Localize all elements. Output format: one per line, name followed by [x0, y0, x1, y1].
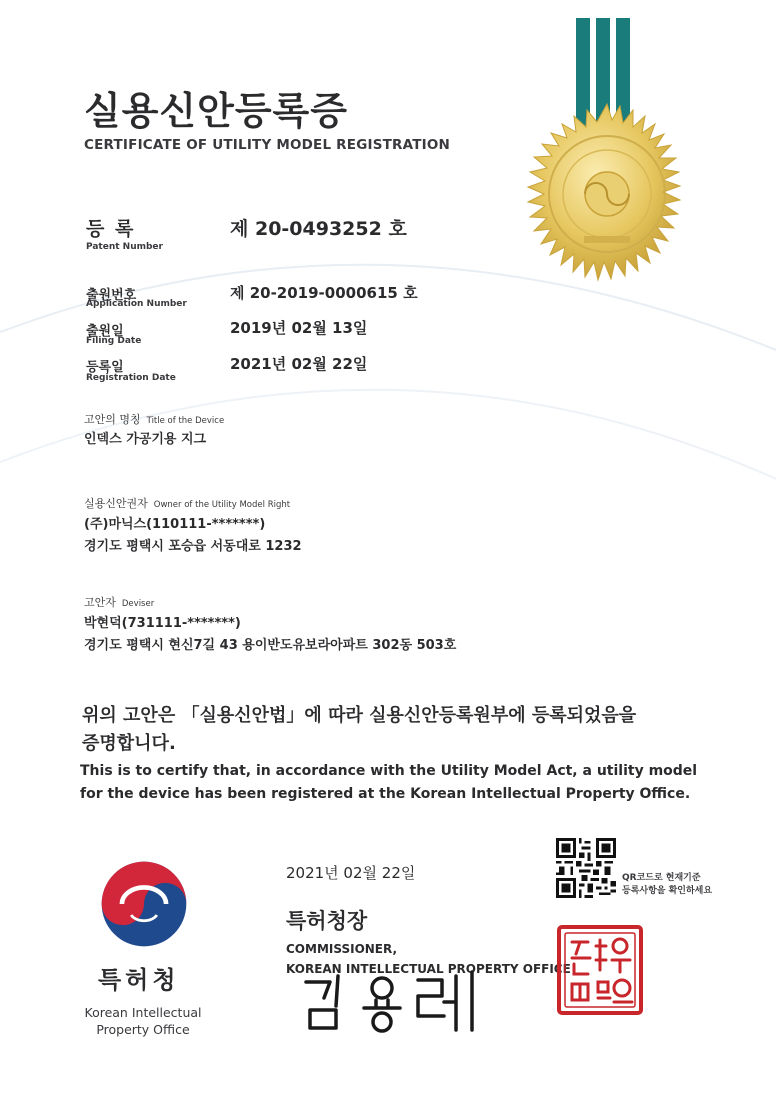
certificate-title: 실용신안등록증	[84, 89, 348, 133]
statement-ko	[82, 702, 722, 758]
office-name-en	[74, 1004, 212, 1038]
statement-en-line2: for the device has been registered at the Korean Intellectual Property Office.	[80, 786, 691, 802]
deviser-address: 경기도 평택시 현신7길 43 용이반도유보라아파트 302동 503호	[84, 638, 457, 653]
certificate-title-en: CERTIFICATE OF UTILITY MODEL REGISTRATION	[84, 137, 451, 153]
owner-section-label	[84, 492, 290, 511]
device-title: 인덱스 가공기용 지그	[84, 432, 207, 447]
application-label-en: Application Number	[86, 299, 187, 309]
device-label: 고안의 명칭	[84, 413, 141, 426]
registration-label: 등 록	[86, 218, 136, 240]
commissioner-title-en-line1: COMMISSIONER,	[286, 942, 398, 956]
reg-date-label: 등록일	[86, 360, 124, 375]
owner-label: 실용신안권자	[84, 497, 148, 510]
gold-seal-icon	[512, 102, 702, 292]
filing-label-en: Filing Date	[86, 336, 142, 346]
kipo-logo-icon	[98, 858, 190, 950]
registration-label-en: Patent Number	[86, 242, 163, 252]
device-label-en: Title of the Device	[146, 416, 225, 426]
qr-code-icon	[556, 838, 616, 898]
registration-date: 2021년 02월 22일	[230, 355, 368, 373]
application-number: 제 20-2019-0000615 호	[230, 284, 418, 302]
official-stamp-icon	[556, 924, 644, 1016]
owner-label-en: Owner of the Utility Model Right	[153, 500, 291, 510]
statement-ko-line2: 증명합니다.	[82, 733, 176, 754]
statement-en-line1: This is to certify that, in accordance with the Utility Model Act, a utility model	[80, 763, 698, 779]
issue-date: 2021년 02월 22일	[286, 864, 416, 882]
deviser-label-en: Deviser	[121, 599, 155, 609]
deviser-section-label	[84, 591, 154, 610]
registration-number: 제 20-0493252 호	[230, 218, 407, 240]
statement-ko-line1: 위의 고안은 「실용신안법」에 따라 실용신안등록원부에 등록되었음을	[82, 705, 637, 726]
commissioner-title-en-line2: KOREAN INTELLECTUAL PROPERTY OFFICE	[286, 962, 571, 976]
reg-date-label-en: Registration Date	[86, 373, 176, 383]
commissioner-title-ko: 특허청장	[286, 909, 368, 933]
signature-icon	[296, 968, 496, 1034]
device-section-label	[84, 408, 224, 427]
office-name-en-line2: Property Office	[96, 1022, 190, 1037]
application-label: 출원번호	[86, 288, 137, 303]
deviser-label: 고안자	[84, 596, 116, 609]
office-name-ko: 특허청	[98, 966, 180, 994]
filing-date: 2019년 02월 13일	[230, 319, 368, 337]
qr-note-line1: QR코드로 현재기준	[622, 873, 701, 883]
qr-note	[622, 872, 712, 898]
qr-note-line2: 등록사항을 확인하세요	[622, 886, 713, 896]
deviser-name: 박현덕(731111-*******)	[84, 616, 241, 631]
office-name-en-line1: Korean Intellectual	[84, 1005, 202, 1020]
owner-address: 경기도 평택시 포승읍 서동대로 1232	[84, 539, 302, 554]
owner-name: (주)마닉스(110111-*******)	[84, 517, 266, 532]
filing-label: 출원일	[86, 324, 124, 339]
statement-en	[80, 760, 740, 806]
